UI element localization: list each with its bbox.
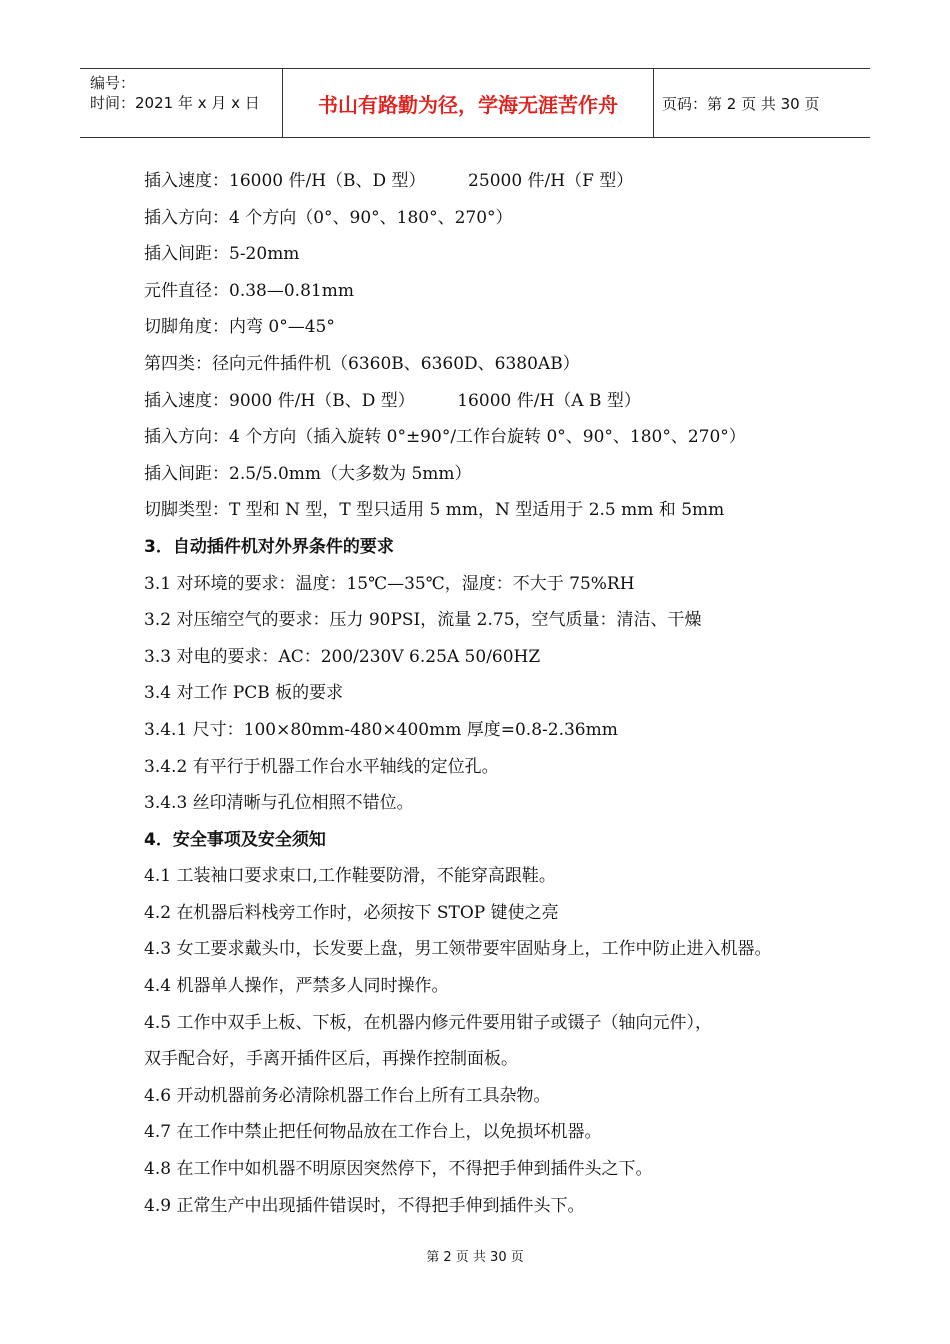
page-header [80, 68, 870, 138]
text-line: 插入速度：9000 件/H（B、D 型） 16000 件/H（A B 型） [144, 390, 641, 411]
text-line: 4.1 工装袖口要求束口,工作鞋要防滑，不能穿高跟鞋。 [144, 866, 556, 887]
text-line: 3.2 对压缩空气的要求：压力 90PSI，流量 2.75，空气质量：清洁、干燥 [144, 610, 702, 631]
text-line: 插入间距：5-20mm [144, 244, 300, 265]
text-line: 双手配合好，手离开插件区后，再操作控制面板。 [144, 1049, 518, 1070]
text-line: 插入方向：4 个方向（插入旋转 0°±90°/工作台旋转 0°、90°、180°、270°） [144, 427, 746, 448]
text-line: 第四类：径向元件插件机（6360B、6360D、6380AB） [144, 353, 580, 374]
text-line: 插入方向：4 个方向（0°、90°、180°、270°） [144, 207, 513, 228]
text-line: 4.2 在机器后料栈旁工作时，必须按下 STOP 键使之亮 [144, 902, 559, 923]
text-line: 切脚角度：内弯 0°—45° [144, 317, 335, 338]
section-heading: 4．安全事项及安全须知 [144, 829, 326, 850]
text-line: 切脚类型：T 型和 N 型，T 型只适用 5 mm，N 型适用于 2.5 mm 和 5mm [144, 500, 725, 521]
text-line: 4.6 开动机器前务必清除机器工作台上所有工具杂物。 [144, 1085, 551, 1106]
text-line: 4.7 在工作中禁止把任何物品放在工作台上，以免损坏机器。 [144, 1122, 602, 1143]
text-line: 元件直径：0.38—0.81mm [144, 280, 354, 301]
page-footer: 第 2 页 共 30 页 [426, 1250, 524, 1265]
header-page-number: 页码：第 2 页 共 30 页 [662, 94, 820, 113]
text-line: 3.1 对环境的要求：温度：15℃—35℃，湿度：不大于 75%RH [144, 573, 635, 594]
text-line: 4.5 工作中双手上板、下板，在机器内修元件要用钳子或镊子（轴向元件）， [144, 1012, 712, 1033]
text-line: 4.8 在工作中如机器不明原因突然停下，不得把手伸到插件头之下。 [144, 1159, 653, 1180]
text-line: 3.4.3 丝印清晰与孔位相照不错位。 [144, 793, 414, 814]
text-line: 3.4.2 有平行于机器工作台水平轴线的定位孔。 [144, 756, 499, 777]
document-date-label: 时间：2021 年 x 月 x 日 [90, 94, 260, 112]
text-line: 4.9 正常生产中出现插件错误时，不得把手伸到插件头下。 [144, 1195, 585, 1216]
document-number-label: 编号： [90, 74, 136, 92]
text-line: 3.3 对电的要求：AC：200/230V 6.25A 50/60HZ [144, 646, 541, 667]
section-heading: 3．自动插件机对外界条件的要求 [144, 536, 394, 557]
document-body [144, 163, 864, 1224]
header-meta [80, 69, 282, 137]
text-line: 插入速度：16000 件/H（B、D 型） 25000 件/H（F 型） [144, 171, 634, 191]
text-line: 3.4.1 尺寸：100×80mm-480×400mm 厚度=0.8-2.36mm [144, 719, 618, 740]
text-line: 4.3 女工要求戴头巾，长发要上盘，男工领带要牢固贴身上，工作中防止进入机器。 [144, 939, 772, 960]
header-motto: 书山有路勤为径，学海无涯苦作舟 [282, 69, 654, 137]
text-line: 插入间距：2.5/5.0mm（大多数为 5mm） [144, 463, 472, 484]
text-line: 3.4 对工作 PCB 板的要求 [144, 683, 344, 704]
text-line: 4.4 机器单人操作，严禁多人同时操作。 [144, 976, 449, 997]
